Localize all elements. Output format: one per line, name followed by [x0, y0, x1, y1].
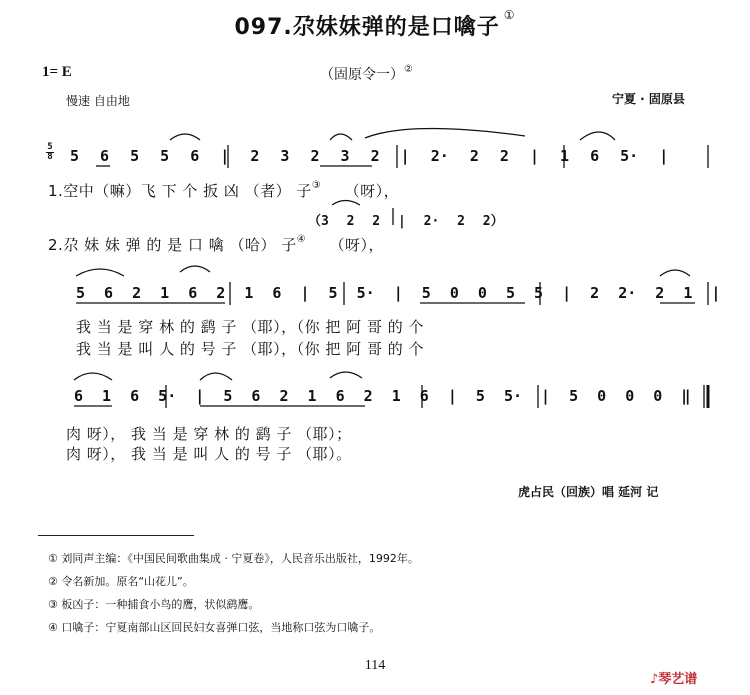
- footnote-divider: [38, 535, 194, 536]
- system1-verse1: [48, 180, 399, 201]
- system3-verse2: 肉 呀）， 我 当 是 叫 人 的 号 子 （耶）。: [66, 445, 352, 463]
- footnote-1: ① 刘同声主编：《中国民间歌曲集成 · 宁夏卷》，人民音乐出版社，1992年。: [48, 552, 419, 565]
- system3-verse1: 肉 呀）， 我 当 是 穿 林 的 鹞 子 （耶）；: [66, 425, 352, 443]
- tempo-marking: 慢速 自由地: [66, 94, 130, 108]
- subtitle-text: （固原令一）: [320, 67, 404, 83]
- time-signature-top: 5: [47, 142, 53, 152]
- system1-notes: 5 6 5 5 6 | 2 3 2 3 2 | 2· 2 2 | 1 6 5· |: [70, 147, 669, 165]
- time-signature-bottom: 8: [47, 152, 53, 162]
- system1-alt-notes: （3 2 2 | 2· 2 2）: [308, 214, 504, 229]
- footnote-2: ② 令名新加。原名“山花儿”。: [48, 575, 194, 588]
- system1-verse1-mark: ③: [311, 180, 322, 191]
- system1-verse2-end: （呀），: [329, 236, 384, 254]
- system1-verse2-mark: ④: [296, 234, 307, 245]
- system2-verse1: 我 当 是 穿 林 的 鹞 子 （耶），（你 把 阿 哥 的 个: [76, 318, 424, 336]
- time-signature: [46, 143, 54, 162]
- region-label: 宁夏 · 固原县: [612, 92, 685, 106]
- watermark-logo: [650, 668, 697, 687]
- subtitle-footnote-mark: ②: [404, 64, 413, 75]
- watermark-text: 琴艺谱: [658, 672, 698, 687]
- system1-verse2: [48, 234, 384, 255]
- performer-credit: 虎占民（回族）唱 延河 记: [518, 485, 659, 499]
- key-signature: 1= E: [42, 64, 72, 80]
- system1-verse2-text: 2.尕 妹 妹 弹 的 是 口 噙 （哈） 子: [48, 236, 297, 254]
- watermark-icon: ♪: [650, 672, 659, 687]
- system2-notes: 5 6 2 1 6 2 1 6 | 5 5· | 5 0 0 5 5 | 2 2· 2 1 |: [76, 284, 721, 302]
- system1-verse1-text: 1.空中（嘛）飞 下 个 扳 凶 （者） 子: [48, 182, 312, 200]
- page-number: 114: [364, 658, 386, 673]
- system1-verse1-end: （呀），: [344, 182, 400, 200]
- footnote-3: ③ 板凶子：一种捕食小鸟的鹰，状似鹞鹰。: [48, 598, 260, 611]
- system3-notes: 6 1 6 5· | 5 6 2 1 6 2 1 6 | 5 5· | 5 0 0 0 ‖: [74, 387, 691, 405]
- footnote-4: ④ 口噙子：宁夏南部山区回民妇女喜弹口弦，当地称口弦为口噙子。: [48, 621, 381, 634]
- title-text: 097.尕妹妹弹的是口噙子: [234, 15, 500, 40]
- title-footnote-mark: ①: [503, 8, 516, 22]
- system2-verse2: 我 当 是 叫 人 的 号 子 （耶），（你 把 阿 哥 的 个: [76, 340, 424, 358]
